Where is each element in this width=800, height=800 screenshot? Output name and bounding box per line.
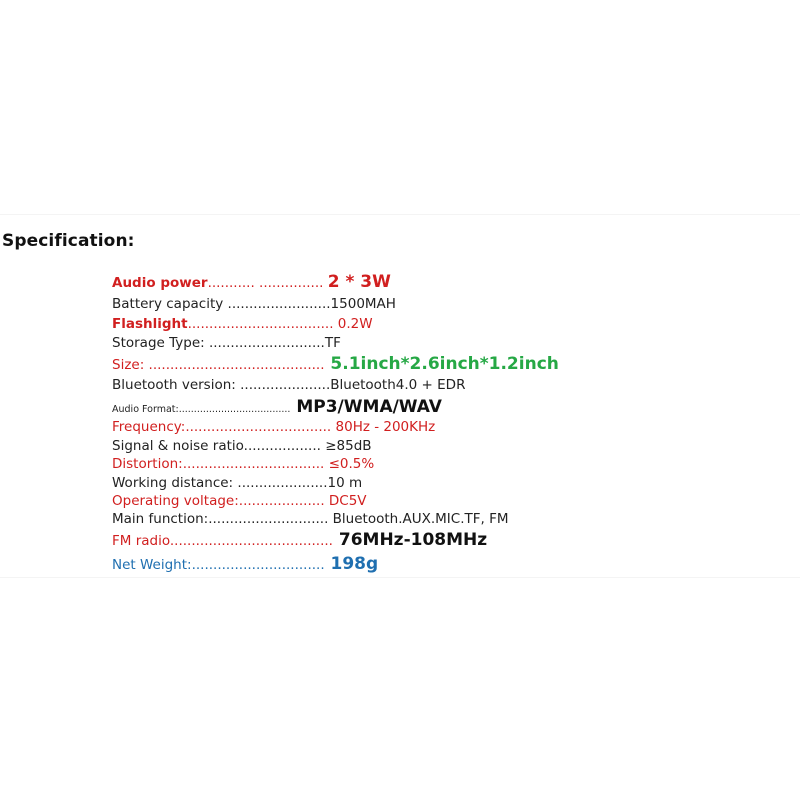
spec-value: MP3/WMA/WAV xyxy=(290,397,442,417)
spec-value: 0.2W xyxy=(333,316,373,332)
spec-dots: ...................................... xyxy=(169,533,333,549)
spec-label: Bluetooth version: xyxy=(112,377,236,393)
spec-row-fm-radio xyxy=(112,530,487,551)
spec-row-operating-voltage xyxy=(112,491,367,511)
spec-label: Operating voltage: xyxy=(112,493,239,509)
spec-row-flashlight xyxy=(112,314,373,334)
spec-dots: ............................ xyxy=(208,511,329,527)
spec-dots: ......................................... xyxy=(144,357,325,373)
spec-dots: ........................... xyxy=(204,335,325,351)
spec-label: FM radio xyxy=(112,533,170,549)
spec-dots: .................... xyxy=(238,493,325,509)
spec-dots: ..................... xyxy=(235,377,331,393)
spec-row-net-weight xyxy=(112,554,378,575)
spec-dots: ........... ............... xyxy=(207,275,324,291)
spec-value: Bluetooth.AUX.MIC.TF, FM xyxy=(328,511,509,527)
spec-dots: .................................. xyxy=(187,316,334,332)
spec-label: Signal & noise ratio xyxy=(112,438,244,454)
spec-row-distortion xyxy=(112,454,374,474)
spec-dots: ............................... xyxy=(191,557,325,573)
spec-label: Net Weight: xyxy=(112,557,192,573)
spec-label: Audio power xyxy=(112,275,208,291)
spec-value: 2 * 3W xyxy=(327,272,391,292)
spec-row-snr xyxy=(112,436,372,456)
spec-value: DC5V xyxy=(324,493,367,509)
spec-row-bluetooth xyxy=(112,375,465,395)
spec-dots: .................. xyxy=(243,438,321,454)
spec-row-frequency xyxy=(112,417,435,437)
spec-value: 1500MAH xyxy=(330,296,396,312)
spec-row-main-function xyxy=(112,509,509,529)
spec-value: Bluetooth4.0 + EDR xyxy=(330,377,466,393)
spec-label: Main function: xyxy=(112,511,209,527)
spec-dots: ..................... xyxy=(233,475,328,491)
spec-label: Audio Format: xyxy=(112,404,179,415)
spec-value: 76MHz-108MHz xyxy=(332,530,488,550)
specification-heading: Specification: xyxy=(2,231,135,251)
band-top-edge xyxy=(0,214,800,215)
spec-dots: ..................................... xyxy=(178,404,291,415)
spec-value: ≥85dB xyxy=(320,438,372,454)
spec-label: Size: xyxy=(112,357,145,373)
spec-row-audio-power xyxy=(112,272,391,293)
band-bottom-edge xyxy=(0,577,800,578)
spec-label: Battery capacity xyxy=(112,296,224,312)
spec-value: 5.1inch*2.6inch*1.2inch xyxy=(324,354,559,374)
spec-value: TF xyxy=(324,335,341,351)
spec-dots: ........................ xyxy=(223,296,331,312)
spec-label: Frequency: xyxy=(112,419,186,435)
spec-row-size xyxy=(112,354,559,375)
spec-label: Storage Type: xyxy=(112,335,205,351)
spec-row-working-distance xyxy=(112,473,362,493)
spec-row-battery xyxy=(112,294,396,314)
spec-value: ≤0.5% xyxy=(324,456,375,472)
spec-label: Working distance: xyxy=(112,475,234,491)
spec-dots: .................................. xyxy=(185,419,332,435)
spec-dots: ................................. xyxy=(182,456,325,472)
spec-value: 10 m xyxy=(327,475,363,491)
spec-value: 80Hz - 200KHz xyxy=(331,419,436,435)
spec-label: Flashlight xyxy=(112,316,188,332)
spec-value: 198g xyxy=(324,554,379,574)
spec-label: Distortion: xyxy=(112,456,183,472)
spec-row-storage xyxy=(112,333,341,353)
